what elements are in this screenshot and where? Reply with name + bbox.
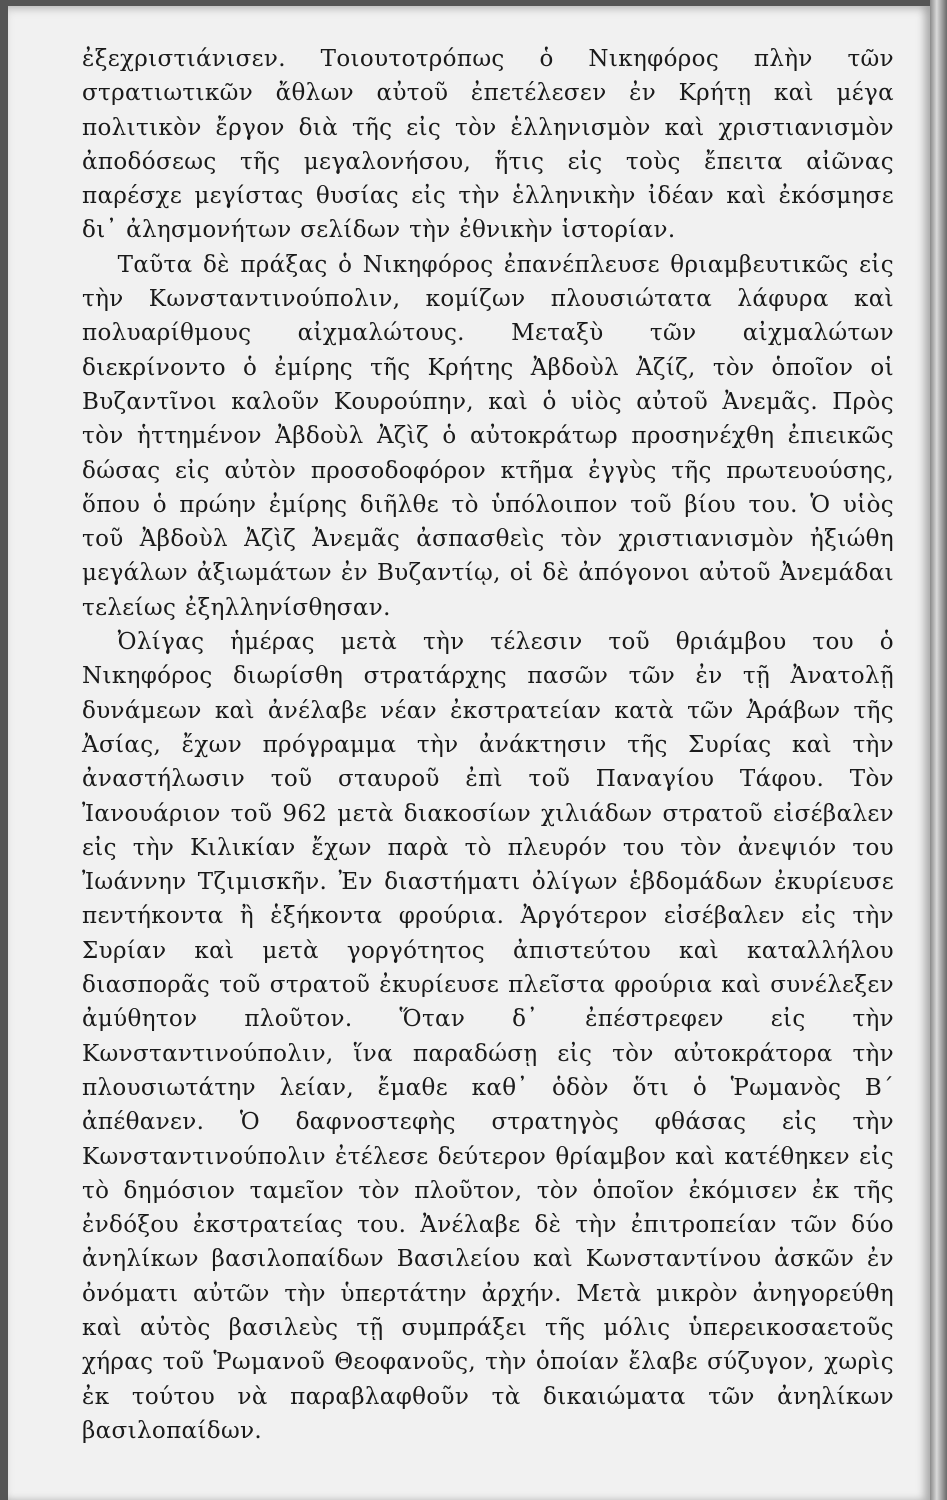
page-edge-shadow (930, 0, 947, 1500)
book-page (8, 6, 930, 1500)
paragraph-1: ἐξεχριστιάνισεν. Τοιουτοτρόπως ὁ Νικηφόρος πλὴν τῶν στρατιωτικῶν ἄθλων αὐτοῦ ἐπετέλεσεν ἐν Κρήτῃ καὶ μέγα πολιτικὸν ἔργον διὰ τῆς εἰς τὸν ἑλληνισμὸν καὶ χριστιανισμὸν ἀποδόσεως τῆς μεγαλονήσου, ἥτις εἰς τοὺς ἔπειτα αἰῶνας παρέσχε μεγίστας θυσίας εἰς τὴν ἑλληνικὴν ἰδέαν καὶ ἐκόσμησε δι᾽ ἀλησμονήτων σελίδων τὴν ἐθνικὴν ἱστορίαν. (82, 46, 894, 244)
body-text (82, 42, 894, 1448)
paragraph-3: Ὀλίγας ἡμέρας μετὰ τὴν τέλεσιν τοῦ θριάμβου του ὁ Νικηφόρος διωρίσθη στρατάρχης πασῶν τῶν ἐν τῇ Ἀνατολῇ δυνάμεων καὶ ἀνέλαβε νέαν ἐκστρατείαν κατὰ τῶν Ἀράβων τῆς Ἀσίας, ἔχων πρόγραμμα τὴν ἀνάκτησιν τῆς Συρίας καὶ τὴν ἀναστήλωσιν τοῦ σταυροῦ ἐπὶ τοῦ Παναγίου Τάφου. Τὸν Ἰανουάριον τοῦ 962 μετὰ διακοσίων χιλιάδων στρατοῦ εἰσέβαλεν εἰς τὴν Κιλικίαν ἔχων παρὰ τὸ πλευρόν του τὸν ἀνεψιόν του Ἰωάννην Τζιμισκῆν. Ἐν διαστήματι ὀλίγων ἑβδομάδων ἐκυρίευσε πεντήκοντα ἢ ἑξήκοντα φρούρια. Ἀργότερον εἰσέβαλεν εἰς τὴν Συρίαν καὶ μετὰ γοργότητος ἀπιστεύτου καὶ καταλλήλου διασπορᾶς τοῦ στρατοῦ ἐκυρίευσε πλεῖστα φρούρια καὶ συνέλεξεν ἀμύθητον πλοῦτον. Ὅταν δ᾽ ἐπέστρεφεν εἰς τὴν Κωνσταντινούπολιν, ἵνα παραδώσῃ εἰς τὸν αὐτοκράτορα τὴν πλουσιωτάτην λείαν, ἔμαθε καθ᾽ ὁδὸν ὅτι ὁ Ῥωμανὸς Β´ ἀπέθανεν. Ὁ δαφνοστεφὴς στρατηγὸς φθάσας εἰς τὴν Κωνσταντινούπολιν ἐτέλεσε δεύτερον θρίαμβον καὶ κατέθηκεν εἰς τὸ δημόσιον ταμεῖον τὸν πλοῦτον, τὸν ὁποῖον ἐκόμισεν ἐκ τῆς ἐνδόξου ἐκστρατείας του. Ἀνέλαβε δὲ τὴν ἐπιτροπείαν τῶν δύο ἀνηλίκων βασιλοπαίδων Βασιλείου καὶ Κωνσταντίνου ἀσκῶν ἐν ὀνόματι αὐτῶν τὴν ὑπερτάτην ἀρχήν. Μετὰ μικρὸν ἀνηγορεύθη καὶ αὐτὸς βασιλεὺς τῇ συμπράξει τῆς μόλις ὑπερεικοσαετοῦς χήρας τοῦ Ῥωμανοῦ Θεοφανοῦς, τὴν ὁποίαν ἔλαβε σύζυγον, χωρὶς ἐκ τούτου νὰ παραβλαφθοῦν τὰ δικαιώματα τῶν ἀνηλίκων βασιλοπαίδων. (82, 629, 894, 1444)
paragraph-2: Ταῦτα δὲ πράξας ὁ Νικηφόρος ἐπανέπλευσε θριαμβευτικῶς εἰς τὴν Κωνσταντινούπολιν, κομίζων πλουσιώτατα λάφυρα καὶ πολυαρίθμους αἰχμαλώτους. Μεταξὺ τῶν αἰχμαλώτων διεκρίνοντο ὁ ἐμίρης τῆς Κρήτης Ἀβδοὺλ Ἀζίζ, τὸν ὁποῖον οἱ Βυζαντῖνοι καλοῦν Κουρούπην, καὶ ὁ υἱὸς αὐτοῦ Ἀνεμᾶς. Πρὸς τὸν ἡττημένον Ἀβδοὺλ Ἀζὶζ ὁ αὐτοκράτωρ προσηνέχθη ἐπιεικῶς δώσας εἰς αὐτὸν προσοδοφόρον κτῆμα ἐγγὺς τῆς πρωτευούσης, ὅπου ὁ πρώην ἐμίρης διῆλθε τὸ ὑπόλοιπον τοῦ βίου του. Ὁ υἱὸς τοῦ Ἀβδοὺλ Ἀζὶζ Ἀνεμᾶς ἀσπασθεὶς τὸν χριστιανισμὸν ἠξιώθη μεγάλων ἀξιωμάτων ἐν Βυζαντίῳ, οἱ δὲ ἀπόγονοι αὐτοῦ Ἀνεμάδαι τελείως ἐξηλληνίσθησαν. (82, 251, 894, 621)
